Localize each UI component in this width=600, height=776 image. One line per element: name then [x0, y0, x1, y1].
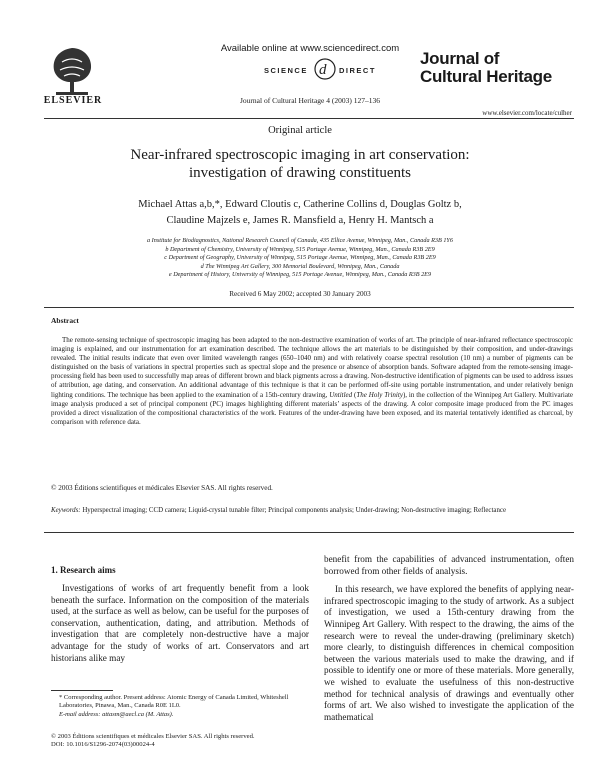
- right-paragraph-1: benefit from the capabilities of advanced instrumentation, often borrowed from other fields of analysis.: [324, 554, 574, 576]
- corresponding-author-note: * Corresponding author. Present address: Atomic Energy of Canada Limited, Whiteshell Laboratories, Pinawa, Man., Canada R0E 1L0.: [59, 694, 289, 710]
- abstract-paren: (: [352, 390, 357, 399]
- abstract-copyright: © 2003 Éditions scientifiques et médicales Elsevier SAS. All rights reserved.: [51, 484, 273, 492]
- abstract-bottom-rule: [44, 532, 574, 533]
- publisher-logo-text: ELSEVIER: [43, 95, 103, 106]
- affiliations: [80, 237, 520, 280]
- author-list: [110, 197, 490, 228]
- abstract-text-part2: ), in the collection of the Winnipeg Art Gallery. Multivariate image analysis produced a set of principal component (PC) images highlighting different materials’ aspects of the drawing. A color composite image produced from the PC images provided a direct visualization of the compositional characteristics of the work. Features of the under-drawing have been exposed, and its material tentatively identified as charcoal, by comparison with reference data.: [51, 390, 573, 426]
- authors-line1: Michael Attas a,b,*, Edward Cloutis c, Catherine Collins d, Douglas Goltz b,: [138, 199, 462, 210]
- title-line1: Near-infrared spectroscopic imaging in art conservation:: [130, 147, 470, 163]
- body-right-column: [324, 554, 574, 723]
- abstract-body: [51, 336, 573, 427]
- keywords: [51, 506, 573, 515]
- footnote: [51, 694, 309, 719]
- email-note[interactable]: E-mail address: attasm@aecl.ca (M. Attas).: [59, 710, 174, 718]
- abstract-text-part1: The remote-sensing technique of spectroscopic imaging has been adapted to the non-destructive examination of works of art. The principle of near-infrared reflectance spectroscopic imaging is explained, and our instrumentation for art examination described. The technique allows the art materials to be distinguished by their composition, and under-drawings revealed. The initial results indicate that even over limited wavelength ranges (650–1040 nm) and with relatively coarse spectral resolution (10 nm) a number of pigments can be distinguished on the basis of variations in spectral properties such as spectral slope and the presence or absence of absorption bands. Software adapted from the remote-sensing image-processing field has been used to successfully map areas of different brown and black pigments across a drawing. Non-destructive identification of pigments can be used to address issues of attribution, age dating, and conservation. An additional advantage of this technique is that it can be performed off-site using portable instrumentation, and under relatively benign lighting conditions. The technique has been applied to the examination of a 15th-century drawing,: [51, 336, 573, 399]
- article-title: [90, 146, 510, 182]
- elsevier-tree-logo: [44, 42, 100, 100]
- keywords-list: Hyperspectral imaging; CCD camera; Liquid-crystal tunable filter; Principal components analysis; Under-drawing; Non-destructive imaging; Reflectance: [80, 507, 507, 514]
- footnote-rule: [51, 690, 113, 691]
- sd-direct-text: DIRECT: [339, 66, 376, 75]
- abstract-heading: Abstract: [51, 316, 79, 325]
- journal-name: [420, 50, 570, 86]
- available-online-text: Available online at www.sciencedirect.com: [220, 43, 400, 54]
- affiliation-item: c Department of Geography, University of Winnipeg, 515 Portage Avenue, Winnipeg, Man., Canada R3B 2E9: [164, 254, 436, 262]
- affiliation-item: d The Winnipeg Art Gallery, 300 Memorial Boulevard, Winnipeg, Man., Canada: [200, 262, 400, 270]
- article-type: Original article: [268, 125, 332, 136]
- keywords-label: Keywords:: [51, 507, 81, 514]
- authors-line2: Claudine Majzels e, James R. Mansfield a, Henry H. Mantsch a: [166, 214, 434, 226]
- right-paragraph-2: In this research, we have explored the benefits of applying near-infrared spectroscopic imaging to the study of artwork. As a subject of investigation, we used a 15th-century drawing from the Winnipeg Art Gallery. With respect to the drawing, the aims of the research were to reveal the under-drawing (preliminary sketch) more clearly, to distinguish differences in chemical composition between the various materials used to make the drawing, and if possible to identify one or more of these materials. More generally, we wished to evaluate the usefulness of this non-destructive method for technical analysis of drawings and eventually other forms of art. We also wished to investigate the application of the mathematical: [324, 584, 574, 722]
- journal-url[interactable]: www.elsevier.com/locate/culher: [482, 109, 572, 117]
- affiliation-item: b Department of Chemistry, University of Winnipeg, 515 Portage Avenue, Winnipeg, Man., Canada R3B 2E9: [165, 245, 435, 253]
- affiliation-item: a Institute for Biodiagnostics, National Research Council of Canada, 435 Ellice Avenue, Winnipeg, Man., Canada R3B 1Y6: [147, 237, 453, 244]
- footer-copyright: © 2003 Éditions scientifiques et médicales Elsevier SAS. All rights reserved.: [51, 733, 255, 740]
- body-left-column: Investigations of works of art frequently benefit from a look beneath the surface. Information on the composition of the materials used, at the surface as well as below, can be useful for the purposes of conservation, authentication, dating, and attribution. Methods of investigation that are completely non-destructive have a major advantage for the study of works of art. Conservators and art historians alike may: [51, 583, 309, 663]
- header-divider: [44, 118, 574, 119]
- page-footer: [51, 733, 309, 750]
- journal-name-line1: Journal of: [420, 49, 500, 68]
- svg-text:d: d: [319, 62, 327, 78]
- section-heading: 1. Research aims: [51, 565, 116, 575]
- title-line2: investigation of drawing constituents: [188, 165, 412, 181]
- journal-name-line2: Cultural Heritage: [420, 67, 552, 86]
- abstract-italic-title2: The Holy Trinity: [356, 390, 403, 399]
- received-dates: Received 6 May 2002; accepted 30 January 2003: [229, 290, 371, 298]
- abstract-italic-title: Untitled: [329, 390, 353, 399]
- sciencedirect-logo: [262, 56, 382, 82]
- journal-citation: Journal of Cultural Heritage 4 (2003) 127–136: [240, 96, 380, 105]
- footer-doi[interactable]: DOI: 10.1016/S1296-2074(03)00024-4: [51, 741, 155, 749]
- sd-science-text: SCIENCE: [264, 66, 308, 75]
- abstract-top-rule: [44, 307, 574, 308]
- affiliation-item: e Department of History, University of Winnipeg, 515 Portage Avenue, Winnipeg, Man., Canada R3B 2E9: [168, 271, 432, 279]
